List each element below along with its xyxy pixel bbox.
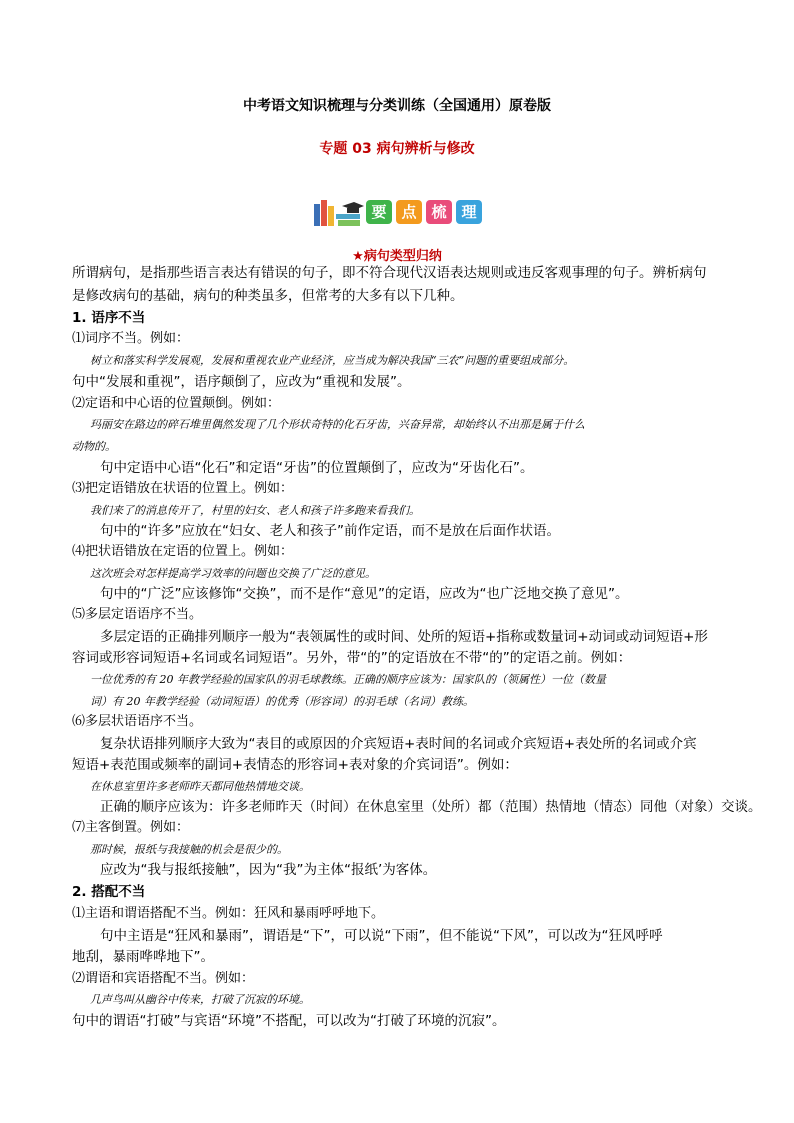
topic-title: 专题 03 病句辨析与修改 — [319, 141, 475, 157]
item-3: ⑶把定语错放在状语的位置上。例如： — [72, 481, 294, 496]
banner-char-2: 点 — [396, 200, 422, 224]
item-1: ⑴词序不当。例如： — [72, 331, 190, 346]
banner-char-3: 梳 — [426, 200, 452, 224]
example-4: 这次班会对怎样提高学习效率的问题也交换了广泛的意见。 — [90, 567, 376, 580]
answer-3: 句中的“许多”应放在“妇女、老人和孩子”前作定语，而不是放在后面作状语。 — [100, 523, 560, 539]
answer-2: 句中定语中心语“化石”和定语“牙齿”的位置颠倒了，应改为“牙齿化石”。 — [100, 460, 534, 476]
item-4: ⑷把状语错放在定语的位置上。例如： — [72, 544, 294, 559]
heading-collocation: 2. 搭配不当 — [72, 884, 146, 900]
item-2-2: ⑵谓语和宾语搭配不当。例如： — [72, 971, 255, 986]
example-1: 树立和落实科学发展观，发展和重视农业产业经济，应当成为解决我国“三农”问题的重要组成部分。 — [90, 354, 575, 367]
example-2-2: 几声鸟叫从幽谷中传来，打破了沉寂的环境。 — [90, 993, 310, 1006]
text-5-line-1: 多层定语的正确排列顺序一般为“表领属性的或时间、处所的短语+指称或数量词+动词或动词短语+形 — [100, 629, 708, 645]
banner-char-4: 理 — [456, 200, 482, 224]
answer-2-1-line-1: 句中主语是“狂风和暴雨”，谓语是“下”，可以说“下雨”，但不能说“下风”，可以改为“狂风呼呼 — [100, 928, 663, 944]
example-2-line-2: 动物的。 — [72, 440, 116, 453]
item-2: ⑵定语和中心语的位置颠倒。例如： — [72, 396, 281, 411]
answer-2-2: 句中的谓语“打破”与宾语“环境”不搭配，可以改为“打破了环境的沉寂”。 — [72, 1013, 506, 1029]
item-7: ⑺主客倒置。例如： — [72, 820, 190, 835]
answer-4: 句中的“广泛”应该修饰“交换”，而不是作“意见”的定语，应改为“也广泛地交换了意见”。 — [100, 586, 629, 602]
example-6: 在休息室里许多老师昨天都同他热情地交谈。 — [90, 780, 310, 793]
item-2-1: ⑴主语和谓语搭配不当。例如：狂风和暴雨呼呼地下。 — [72, 906, 385, 921]
heading-word-order: 1. 语序不当 — [72, 310, 146, 326]
intro-line-1: 所谓病句，是指那些语言表达有错误的句子，即不符合现代汉语表达规则或违反客观事理的句子。辨析病句 — [72, 265, 707, 281]
key-points-banner — [312, 192, 484, 230]
example-5-line-2: 词）有 20 年教学经验（动词短语）的优秀（形容词）的羽毛球（名词）教练。 — [90, 695, 474, 708]
answer-2-1-line-2: 地刮，暴雨哗哗地下”。 — [72, 949, 214, 965]
example-5-line-1: 一位优秀的有 20 年教学经验的国家队的羽毛球教练。正确的顺序应该为：国家队的（领属性）一位（数量 — [90, 673, 606, 686]
item-6: ⑹多层状语语序不当。 — [72, 714, 203, 729]
answer-1: 句中“发展和重视”，语序颠倒了，应改为“重视和发展”。 — [72, 374, 411, 390]
example-2-line-1: 玛丽安在路边的碎石堆里偶然发现了几个形状奇特的化石牙齿，兴奋异常，却始终认不出那是属于什么 — [90, 418, 585, 431]
item-5: ⑸多层定语语序不当。 — [72, 607, 203, 622]
text-6-line-1: 复杂状语排列顺序大致为“表目的或原因的介宾短语+表时间的名词或介宾短语+表处所的名词或介宾 — [100, 736, 697, 752]
banner-char-1: 要 — [366, 200, 392, 224]
section-title: ★病句类型归纳 — [352, 249, 442, 264]
text-5-line-2: 容词或形容词短语+名词或名词短语”。另外，带“的”的定语放在不带“的”的定语之前。例如： — [72, 650, 632, 666]
intro-line-2: 是修改病句的基础，病句的种类虽多，但常考的大多有以下几种。 — [72, 288, 464, 304]
answer-6: 正确的顺序应该为：许多老师昨天（时间）在休息室里（处所）都（范围）热情地（情态）同他（对象）交谈。 — [100, 799, 762, 815]
document-title: 中考语文知识梳理与分类训练（全国通用）原卷版 — [243, 98, 551, 114]
example-3: 我们来了的消息传开了，村里的妇女、老人和孩子许多跑来看我们。 — [90, 504, 420, 517]
text-6-line-2: 短语+表范围或频率的副词+表情态的形容词+表对象的介宾词语”。例如： — [72, 757, 518, 773]
answer-7: 应改为“我与报纸接触”，因为“我”为主体“报纸’为客体。 — [100, 862, 437, 878]
books-icon — [312, 194, 364, 228]
example-7: 那时候，报纸与我接触的机会是很少的。 — [90, 843, 288, 856]
